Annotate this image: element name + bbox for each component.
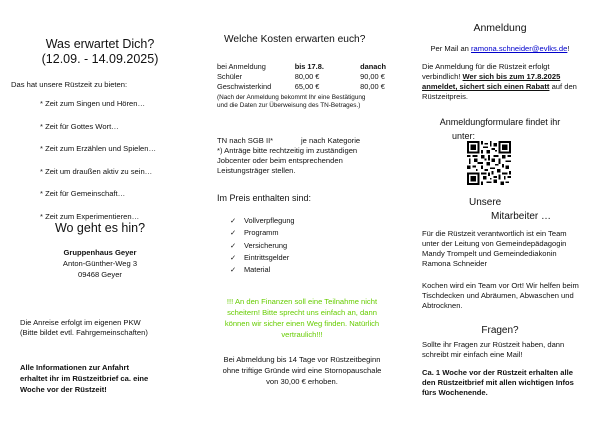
- included-item: Vollverpflegung: [244, 216, 295, 225]
- forms-line: Anmeldungformulare findet ihr: [439, 117, 561, 127]
- offer-intro: Das hat unsere Rüstzeit zu bieten:: [11, 80, 128, 89]
- table-cell: 80,00 €: [360, 82, 385, 91]
- list-item: * Zeit zum Experimentieren…: [40, 211, 140, 221]
- section-title-costs: Welche Kosten erwarten euch?: [224, 34, 366, 45]
- included-item: Versicherung: [244, 240, 288, 250]
- table-row: [217, 82, 400, 92]
- table-header-cell: danach: [360, 62, 387, 71]
- list-item: * Zeit zum Erzählen und Spielen…: [40, 144, 157, 153]
- list-item: [230, 227, 380, 239]
- table-cell: Geschwisterkind: [217, 82, 272, 91]
- checkmark-icon: ✓: [230, 228, 237, 238]
- travel-info: Die Anreise erfolgt im eigenen PKW: [20, 318, 141, 327]
- checkmark-icon: ✓: [230, 216, 237, 225]
- checkmark-icon: ✓: [230, 265, 237, 275]
- list-item: [230, 264, 380, 276]
- offer-list: [40, 99, 200, 234]
- included-item: Programm: [244, 228, 279, 238]
- table-cell: 65,00 €: [294, 82, 320, 91]
- venue-street: Anton-Günther-Weg 3: [62, 259, 138, 268]
- list-item: [230, 215, 380, 227]
- table-row: [217, 62, 400, 72]
- table-cell: 90,00 €: [360, 72, 385, 81]
- staff-text: Für die Rüstzeit verantwortlich ist ein Team unter der Leitung von Gemeindepädagogin Mandy Trompelt und Gemeindediakonin Ramona Schneider: [422, 229, 567, 268]
- list-item: * Zeit zum Singen und Hören…: [40, 99, 146, 108]
- list-item: * Zeit um draußen aktiv zu sein…: [40, 166, 153, 176]
- list-item: [230, 252, 380, 264]
- registration-discount: Wer sich bis zum 17.8.2025 anmeldet, sichert sich einen Rabatt: [422, 72, 561, 91]
- qr-code-icon[interactable]: [467, 141, 511, 185]
- section-title-expectations: Was erwartet Dich?: [45, 37, 155, 51]
- mail-suffix: !: [567, 44, 570, 53]
- table-cell: 80,00 €: [294, 72, 320, 81]
- panel-right: [400, 0, 600, 424]
- questions-text: Sollte ihr Fragen zur Rüstzeit haben, dann schreibt mir einfach eine Mail!: [422, 340, 565, 359]
- sgb-label: TN nach SGB II*: [217, 136, 274, 145]
- section-title-registration: Anmeldung: [473, 22, 527, 34]
- included-item: Material: [244, 265, 271, 275]
- panel-left: [0, 0, 200, 424]
- venue-name: Gruppenhaus Geyer: [63, 248, 137, 257]
- email-link[interactable]: ramona.schneider@evlks.de: [471, 44, 568, 53]
- price-table: [217, 62, 400, 92]
- team-text: Kochen wird ein Team vor Ort! Wir helfen beim Tischdecken und Abräumen, Abwaschen und Abtrocknen.: [422, 281, 579, 310]
- registration-text-c: auf den Rüstzeitpreis.: [422, 82, 577, 101]
- arrival-info-line: Woche vor der Rüstzeit!: [20, 385, 107, 394]
- included-item: Eintrittsgelder: [244, 252, 290, 262]
- final-note: Ca. 1 Woche vor der Rüstzeit erhalten alle den Rüstzeitbrief mit allen wichtigen Infos fürs Wochenende.: [422, 368, 574, 397]
- cancellation-note: Bei Abmeldung bis 14 Tage vor Rüstzeitbeginn ohne triftige Gründe wird eine Stornopauschale von 30,00 € erhoben.: [222, 355, 382, 386]
- registration-text-a: Die Anmeldung für die Rüstzeit erfolgt verbindlich!: [422, 62, 550, 81]
- section-title-staff: Mitarbeiter …: [491, 211, 552, 222]
- checkmark-icon: ✓: [230, 240, 237, 250]
- price-note: (Nach der Anmeldung bekommt Ihr eine Bestätigung und die Daten zur Überweisung des TN-Betrages.): [217, 94, 366, 109]
- venue-city: 09468 Geyer: [78, 270, 122, 279]
- section-title-location: Wo geht es hin?: [54, 221, 146, 235]
- table-header-cell: bis 17.8.: [294, 62, 324, 71]
- registration-mail: [400, 44, 600, 54]
- date-range: (12.09. - 14.09.2025): [41, 52, 159, 66]
- section-title-questions: Fragen?: [481, 325, 519, 336]
- arrival-info-line: Alle Informationen zur Anfahrt: [20, 363, 129, 372]
- mail-prefix: Per Mail an: [430, 44, 472, 53]
- travel-info-note: (Bitte bildet evtl. Fahrgemeinschaften): [20, 328, 148, 337]
- table-cell: Schüler: [217, 72, 243, 81]
- finance-note: !!! An den Finanzen soll eine Teilnahme nicht scheitern! Bitte sprecht uns einfach an, dann können wir sicher einen Weg finden. Natürlich vertraulich!!!: [224, 297, 380, 339]
- included-list: [230, 215, 380, 276]
- table-row: [217, 72, 400, 82]
- sgb-note: *) Anträge bitte rechtzeitig im zuständigen Jobcenter oder beim entsprechenden Leistungsträger stellen.: [217, 146, 358, 175]
- arrival-info-line: erhaltet ihr im Rüstzeitbrief ca. eine: [20, 374, 149, 383]
- registration-text: [422, 62, 586, 102]
- section-title-included: Im Preis enthalten sind:: [217, 193, 312, 203]
- list-item: * Zeit für Gottes Wort…: [40, 121, 119, 131]
- panel-middle: [200, 0, 400, 424]
- section-title-staff: Unsere: [469, 197, 502, 208]
- list-item: [230, 240, 380, 252]
- table-header-cell: bei Anmeldung: [217, 62, 266, 71]
- forms-line: unter:: [452, 131, 476, 141]
- list-item: * Zeit für Gemeinschaft…: [40, 189, 126, 198]
- sgb-value: je nach Kategorie: [301, 136, 361, 145]
- checkmark-icon: ✓: [230, 252, 237, 262]
